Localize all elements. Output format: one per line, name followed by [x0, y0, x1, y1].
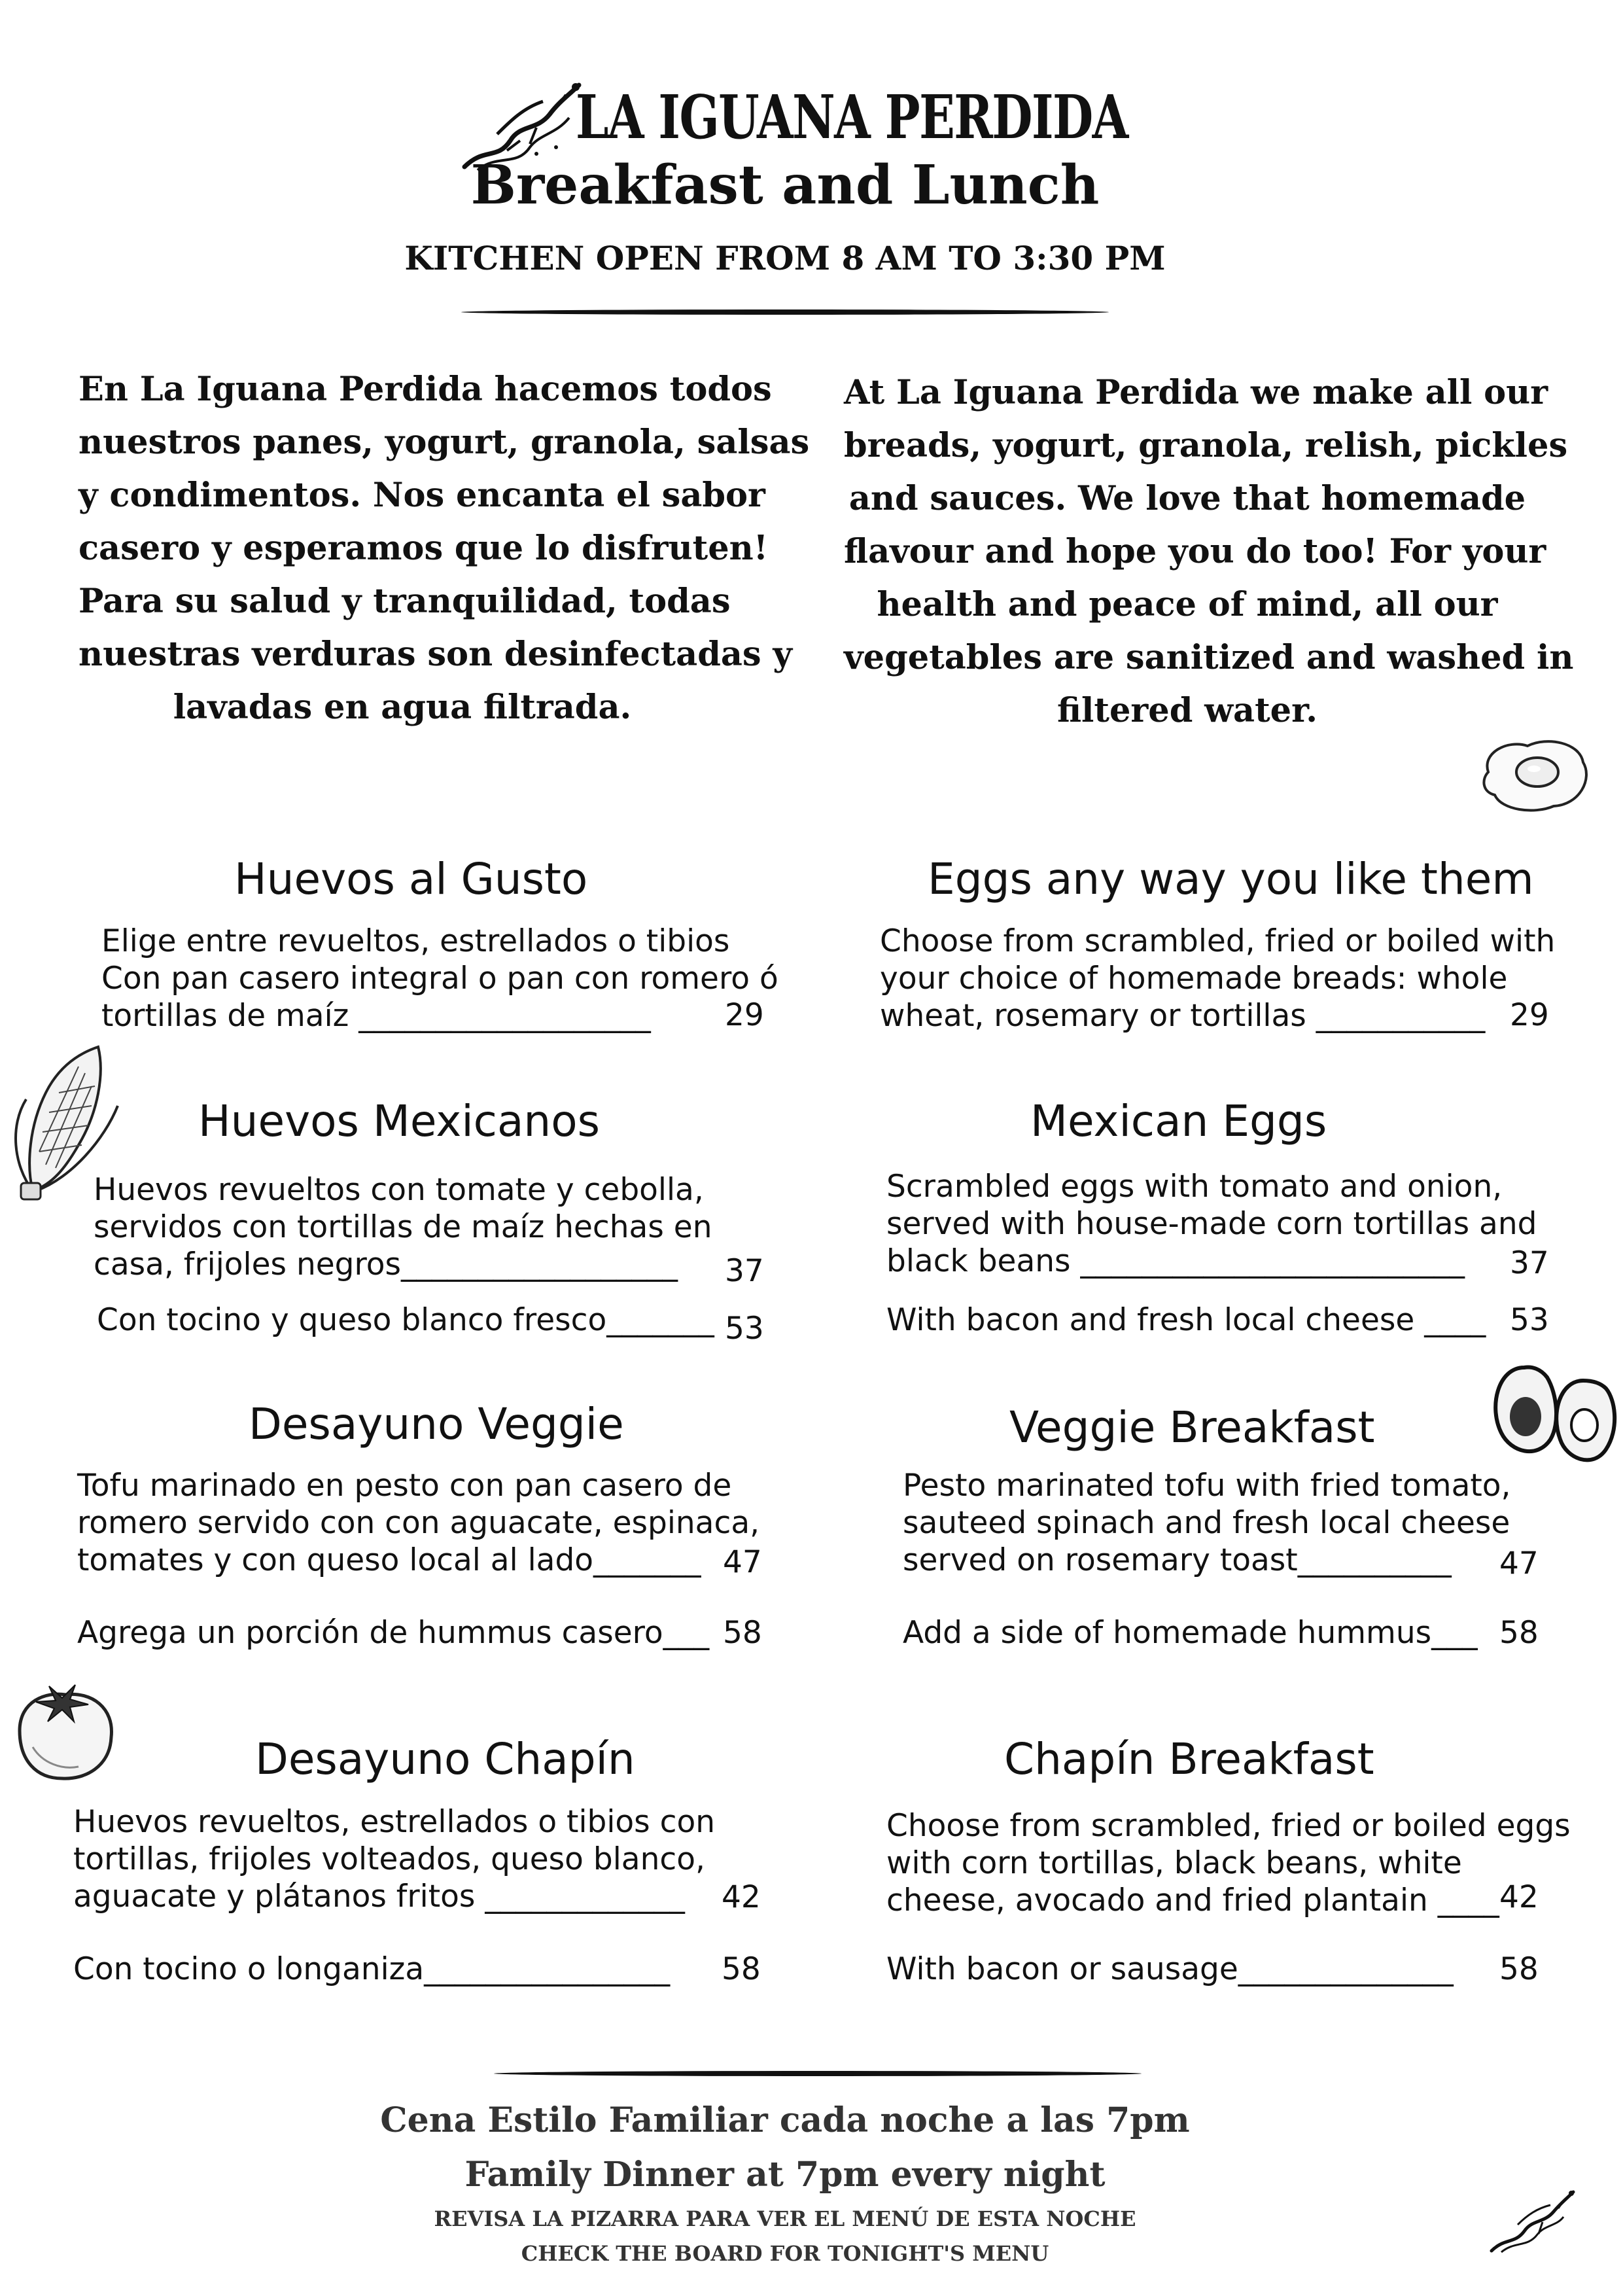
veggie-breakfast-description: Pesto marinated tofu with fried tomato, sauteed spinach and fresh local cheese served on rosemary toast__________: [903, 1468, 1511, 1578]
mexican-eggs-price: 37: [1510, 1245, 1549, 1281]
chapin-breakfast-price: 42: [1499, 1879, 1539, 1915]
board-note-en: CHECK THE BOARD FOR TONIGHT'S MENU: [521, 2241, 1049, 2266]
huevos-gusto-description: Elige entre revueltos, estrellados o tibios Con pan casero integral o pan con romero ó tortillas de maíz ___________________: [101, 923, 778, 1034]
huevos-mexicanos-extra-price: 53: [725, 1311, 764, 1347]
desayuno-veggie-description: Tofu marinado en pesto con pan casero de romero servido con con aguacate, espinaca, tomates y con queso local al lado_______: [77, 1468, 760, 1578]
desayuno-veggie-extra-price: 58: [723, 1615, 762, 1651]
desayuno-veggie-price: 47: [723, 1544, 762, 1580]
eggs-any-way-title: Eggs any way you like them: [928, 854, 1534, 904]
mexican-eggs-extra-price: 53: [1510, 1302, 1549, 1338]
small-iguana-icon: [1485, 2179, 1580, 2257]
footer-divider: [494, 2071, 1142, 2076]
veggie-breakfast-price: 47: [1499, 1545, 1539, 1581]
mexican-eggs-extra: With bacon and fresh local cheese ____: [886, 1302, 1486, 1338]
brand-name: LA IGUANA PERDIDA: [576, 82, 1128, 152]
intro-en: At La Iguana Perdida we make all our breads, yogurt, granola, relish, pickles and sauces. We love that homemade flavour and hope you do too! For your health and peace of mind, all our vegetables are sanitized and washed in filtered water.: [844, 373, 1574, 730]
eggs-any-way-price: 29: [1510, 997, 1549, 1033]
desayuno-chapin-extra: Con tocino o longaniza________________: [73, 1951, 671, 1987]
chapin-breakfast-extra: With bacon or sausage______________: [886, 1951, 1454, 1987]
chapin-breakfast-title: Chapín Breakfast: [1004, 1734, 1374, 1784]
chapin-breakfast-extra-price: 58: [1499, 1951, 1539, 1987]
veggie-breakfast-extra: Add a side of homemade hummus___: [903, 1615, 1478, 1651]
page-title: Breakfast and Lunch: [470, 154, 1100, 217]
mexican-eggs-description: Scrambled eggs with tomato and onion, served with house-made corn tortillas and black beans _________________________: [886, 1169, 1537, 1279]
avocado-icon: [1485, 1354, 1622, 1472]
chapin-breakfast-description: Choose from scrambled, fried or boiled eggs with corn tortillas, black beans, white cheese, avocado and fried plantain ____: [886, 1808, 1571, 1918]
desayuno-chapin-extra-price: 58: [722, 1951, 761, 1987]
tomato-icon: [7, 1675, 121, 1783]
huevos-mexicanos-description: Huevos revueltos con tomate y cebolla, servidos con tortillas de maíz hechas en casa, frijoles negros__________________: [94, 1172, 712, 1282]
veggie-breakfast-title: Veggie Breakfast: [1009, 1402, 1375, 1453]
desayuno-veggie-extra: Agrega un porción de hummus casero___: [77, 1615, 710, 1651]
huevos-gusto-title: Huevos al Gusto: [234, 854, 588, 904]
huevos-mexicanos-price: 37: [725, 1253, 764, 1289]
mexican-eggs-title: Mexican Eggs: [1030, 1096, 1327, 1146]
divider: [461, 309, 1109, 315]
huevos-gusto-price: 29: [725, 997, 764, 1033]
family-dinner-es: Cena Estilo Familiar cada noche a las 7pm: [380, 2100, 1190, 2140]
huevos-mexicanos-title: Huevos Mexicanos: [198, 1096, 600, 1146]
fried-egg-icon: [1475, 733, 1593, 818]
desayuno-veggie-title: Desayuno Veggie: [249, 1399, 624, 1449]
desayuno-chapin-price: 42: [722, 1879, 761, 1915]
kitchen-hours: KITCHEN OPEN FROM 8 AM TO 3:30 PM: [404, 239, 1166, 277]
board-note-es: REVISA LA PIZARRA PARA VER EL MENÚ DE ESTA NOCHE: [434, 2206, 1136, 2231]
veggie-breakfast-extra-price: 58: [1499, 1615, 1539, 1651]
family-dinner-en: Family Dinner at 7pm every night: [464, 2155, 1106, 2195]
eggs-any-way-description: Choose from scrambled, fried or boiled with your choice of homemade breads: whole wheat, rosemary or tortillas ___________: [880, 923, 1556, 1034]
desayuno-chapin-description: Huevos revueltos, estrellados o tibios con tortillas, frijoles volteados, queso blanco, aguacate y plátanos fritos _____________: [73, 1804, 715, 1915]
desayuno-chapin-title: Desayuno Chapín: [255, 1734, 635, 1784]
huevos-mexicanos-extra: Con tocino y queso blanco fresco_______: [97, 1302, 714, 1338]
intro-es: En La Iguana Perdida hacemos todos nuestros panes, yogurt, granola, salsas y condimentos. Nos encanta el sabor casero y esperamos que lo disfruten! Para su salud y tranquilidad, todas nuestras verduras son desinfectadas y lavadas en agua filtrada.: [79, 370, 810, 727]
